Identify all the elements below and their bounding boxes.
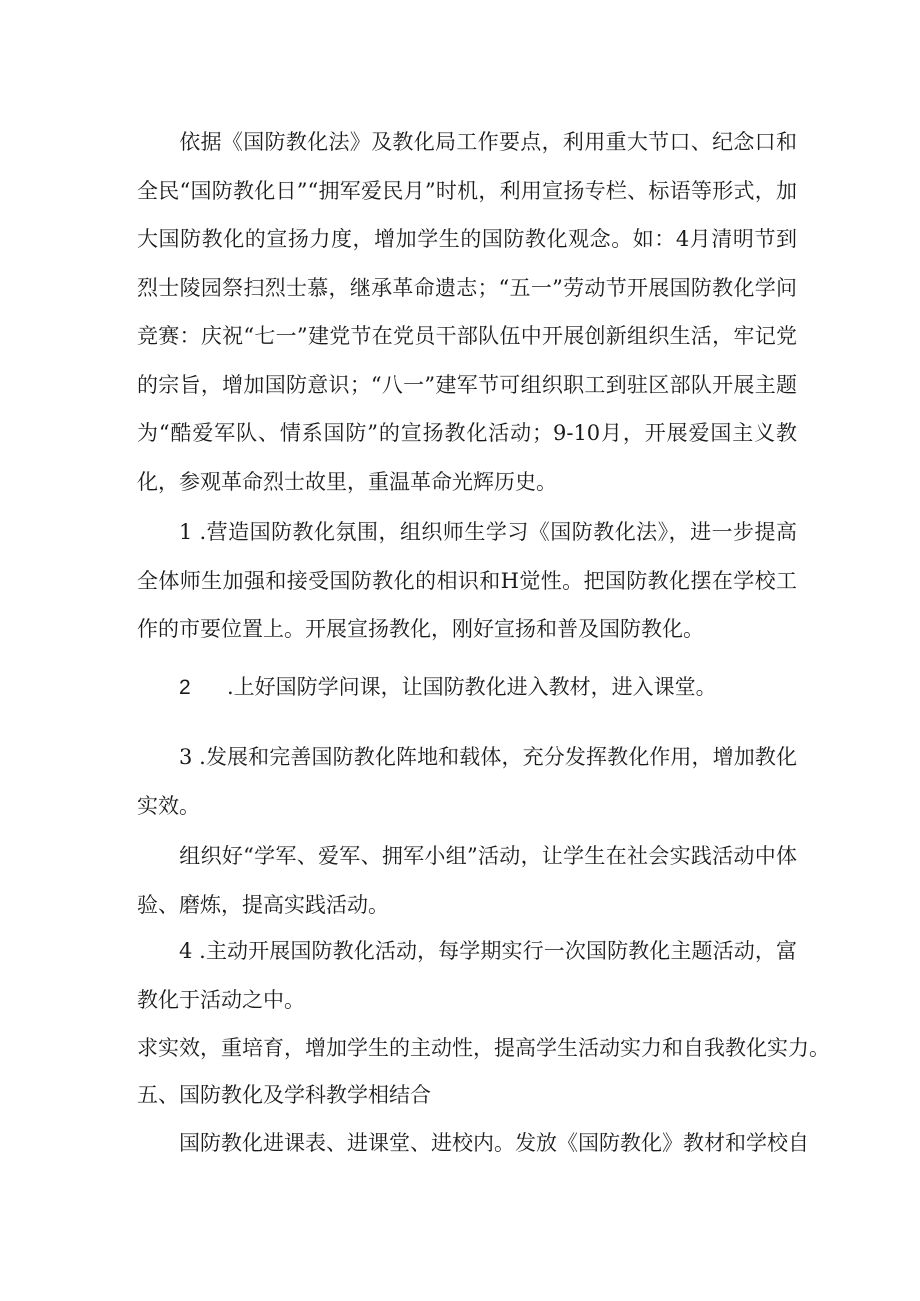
section-heading-5: 五、国防教化及学科教学相结合	[137, 1083, 431, 1107]
paragraph-text: 依据《国防教化法》及教化局工作要点，利用重大节口、纪念口和全民“国防教化日”“拥军爱民月”时机，利用宣扬专栏、标语等形式，加大国防教化的宣扬力度，增加学生的国防教化观念。如：4月清明节到烈士陵园祭扫烈士慕，继承革命遗志；“五一”劳动节开展国防教化学问竞赛：庆祝“七一”建党节在党员干部队伍中开展创新组织生活，牢记党的宗旨，增加国防意识；“八一”建军节可组织职工到驻区部队开展主题为“酷爱军队、情系国防”的宣扬教化活动；9-10月，开展爱国主义教化，参观革命烈士故里，重温革命光辉历史。	[137, 130, 797, 494]
list-item-1	[137, 508, 797, 654]
paragraph-national-defense-days	[137, 118, 797, 506]
list-item-3	[137, 733, 797, 830]
list-item-4	[137, 927, 797, 1024]
list-item-text: 3 .发展和完善国防教化阵地和载体，充分发挥教化作用，增加教化实效。	[137, 745, 797, 818]
paragraph-text: 组织好“学军、爱军、拥军小组”活动，让学生在社会实践活动中体验、磨炼，提高实践活动。	[137, 844, 797, 917]
list-item-text: 4 .主动开展国防教化活动，每学期实行一次国防教化主题活动，富教化于活动之中。	[137, 939, 797, 1012]
paragraph-group-activity	[137, 832, 797, 929]
list-item-text: 1 .营造国防教化氛围，组织师生学习《国防教化法》，进一步提高全体师生加强和接受国防教化的相识和H觉性。把国防教化摆在学校工作的市要位置上。开展宣扬教化，刚好宣扬和普及国防教化。	[137, 520, 797, 641]
list-item-number: 2	[179, 676, 191, 699]
list-item-2	[137, 672, 817, 703]
paragraph-curriculum: 国防教化进课表、进课堂、进校内。发放《国防教化》教材和学校自	[179, 1131, 809, 1155]
list-item-text: .上好国防学问课，让国防教化进入教材，进入课堂。	[227, 675, 717, 699]
paragraph-practice: 求实效，重培育，增加学生的主动性，提高学生活动实力和自我教化实力。	[137, 1036, 830, 1060]
